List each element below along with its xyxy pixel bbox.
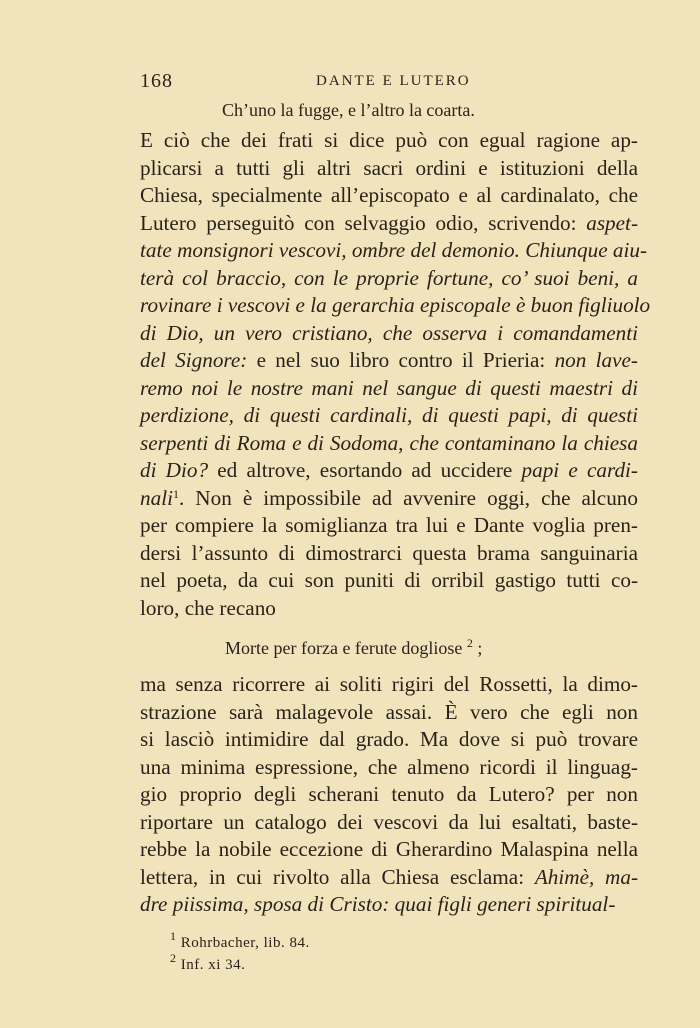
text-line (140, 237, 648, 265)
italic-segment: aspet- (586, 210, 638, 235)
text-line (140, 265, 638, 293)
text-segment: . Non è impossibile ad avvenire oggi, che alcuno (178, 485, 638, 510)
text-segment: ed altrove, esortando ad uccidere (208, 458, 522, 482)
italic-segment: non lave- (554, 348, 638, 372)
text-line (140, 836, 638, 864)
text-line (140, 182, 638, 210)
text-line (140, 781, 638, 809)
footnote (170, 951, 246, 974)
paragraph-1 (140, 127, 651, 622)
footnote-text: Inf. xi 34. (180, 957, 246, 973)
text-line (140, 540, 638, 568)
text-segment: riportare un catalogo dei vescovi da lui esaltati, baste- (140, 809, 638, 834)
text-line (140, 210, 638, 238)
text-segment: Chiesa, specialmente all’episcopato e al cardinalato, che (140, 183, 638, 207)
text-segment: E ciò che dei frati si dice può con egual ragione ap- (140, 128, 638, 152)
text-segment: loro, che recano (140, 595, 276, 620)
italic-segment: dre piissima, sposa di Cristo: quai figli generi spiritual- (140, 892, 616, 916)
italic-segment: perdizione, di questi cardinali, di questi papi, di questi (140, 403, 638, 427)
text-line (140, 457, 638, 485)
text-line (140, 754, 638, 782)
text-segment: strazione sarà malagevole assai. È vero che egli non (140, 699, 638, 724)
text-line (140, 127, 638, 155)
footnote-mark: 2 (170, 951, 177, 965)
running-title: DANTE E LUTERO (316, 73, 471, 89)
italic-segment: rovinare i vescovi e la gerarchia episcopale è buon figliuolo (140, 293, 651, 317)
italic-segment: nali (140, 485, 173, 510)
italic-segment: di Dio? (140, 458, 209, 482)
text-segment: e nel suo libro contro il Prieria: (247, 348, 555, 372)
text-segment: Lutero perseguitò con selvaggio odio, scrivendo: (140, 210, 587, 235)
footnote-mark: 1 (170, 929, 177, 943)
text-line (140, 809, 638, 837)
text-line (140, 726, 638, 754)
text-line (140, 430, 638, 458)
footnote (170, 929, 310, 952)
paragraph-2 (140, 671, 638, 919)
text-line (140, 891, 638, 919)
text-line (140, 347, 638, 375)
text-segment: per compiere la somiglianza tra lui e Dante voglia pren- (140, 513, 638, 537)
italic-segment: serpenti di Roma e di Sodoma, che contaminano la chiesa (140, 430, 638, 455)
text-segment: plicarsi a tutti gli altri sacri ordini e istituzioni della (140, 155, 638, 180)
text-segment: lettera, in cui rivolto alla Chiesa esclama: (140, 864, 535, 889)
text-line (140, 699, 638, 727)
text-segment: nel poeta, da cui son puniti di orribil gastigo tutti co- (140, 568, 638, 592)
text-line (140, 512, 638, 540)
verse-text: Morte per forza e ferute dogliose (225, 638, 463, 658)
page-number: 168 (140, 70, 173, 92)
italic-segment: di Dio, un vero cristiano, che osserva i comandamenti (140, 320, 638, 345)
text-line (140, 402, 638, 430)
text-segment: si lasciò intimidire dal grado. Ma dove si può trovare (140, 727, 638, 751)
text-segment: gio proprio degli scherani tenuto da Lutero? per non (140, 782, 638, 806)
text-segment: una minima espressione, che almeno ricordi il linguag- (140, 754, 638, 779)
footnote-ref: 1 (172, 486, 179, 501)
footnote-ref: 2 (466, 636, 473, 650)
text-segment: rebbe la nobile eccezione di Gherardino Malaspina nella (140, 837, 638, 861)
text-line (140, 155, 638, 183)
text-line (140, 320, 638, 348)
text-line (140, 485, 638, 513)
verse-quote-top: Ch’uno la fugge, e l’altro la coarta. (222, 100, 475, 120)
italic-segment: tate monsignori vescovi, ombre del demonio. Chiunque aiu- (140, 238, 648, 262)
text-line (140, 292, 651, 320)
footnote-text: Rohrbacher, lib. 84. (180, 935, 310, 951)
verse-quote-middle (225, 638, 482, 659)
text-line (140, 864, 638, 892)
text-line (140, 375, 638, 403)
verse-punct: ; (477, 638, 483, 658)
text-line (140, 595, 638, 623)
italic-segment: terà col braccio, con le proprie fortune, co’ suoi beni, a (140, 265, 638, 290)
italic-segment: del Signore: (140, 348, 248, 372)
italic-segment: remo noi le nostre mani nel sangue di questi maestri di (140, 375, 638, 400)
italic-segment: papi e cardi- (521, 458, 638, 482)
text-line (140, 671, 638, 699)
text-segment: ma senza ricorrere ai soliti rigiri del Rossetti, la dimo- (140, 672, 638, 696)
text-line (140, 567, 638, 595)
text-segment: dersi l’assunto di dimostrarci questa brama sanguinaria (140, 540, 638, 565)
italic-segment: Ahimè, ma- (534, 864, 639, 889)
